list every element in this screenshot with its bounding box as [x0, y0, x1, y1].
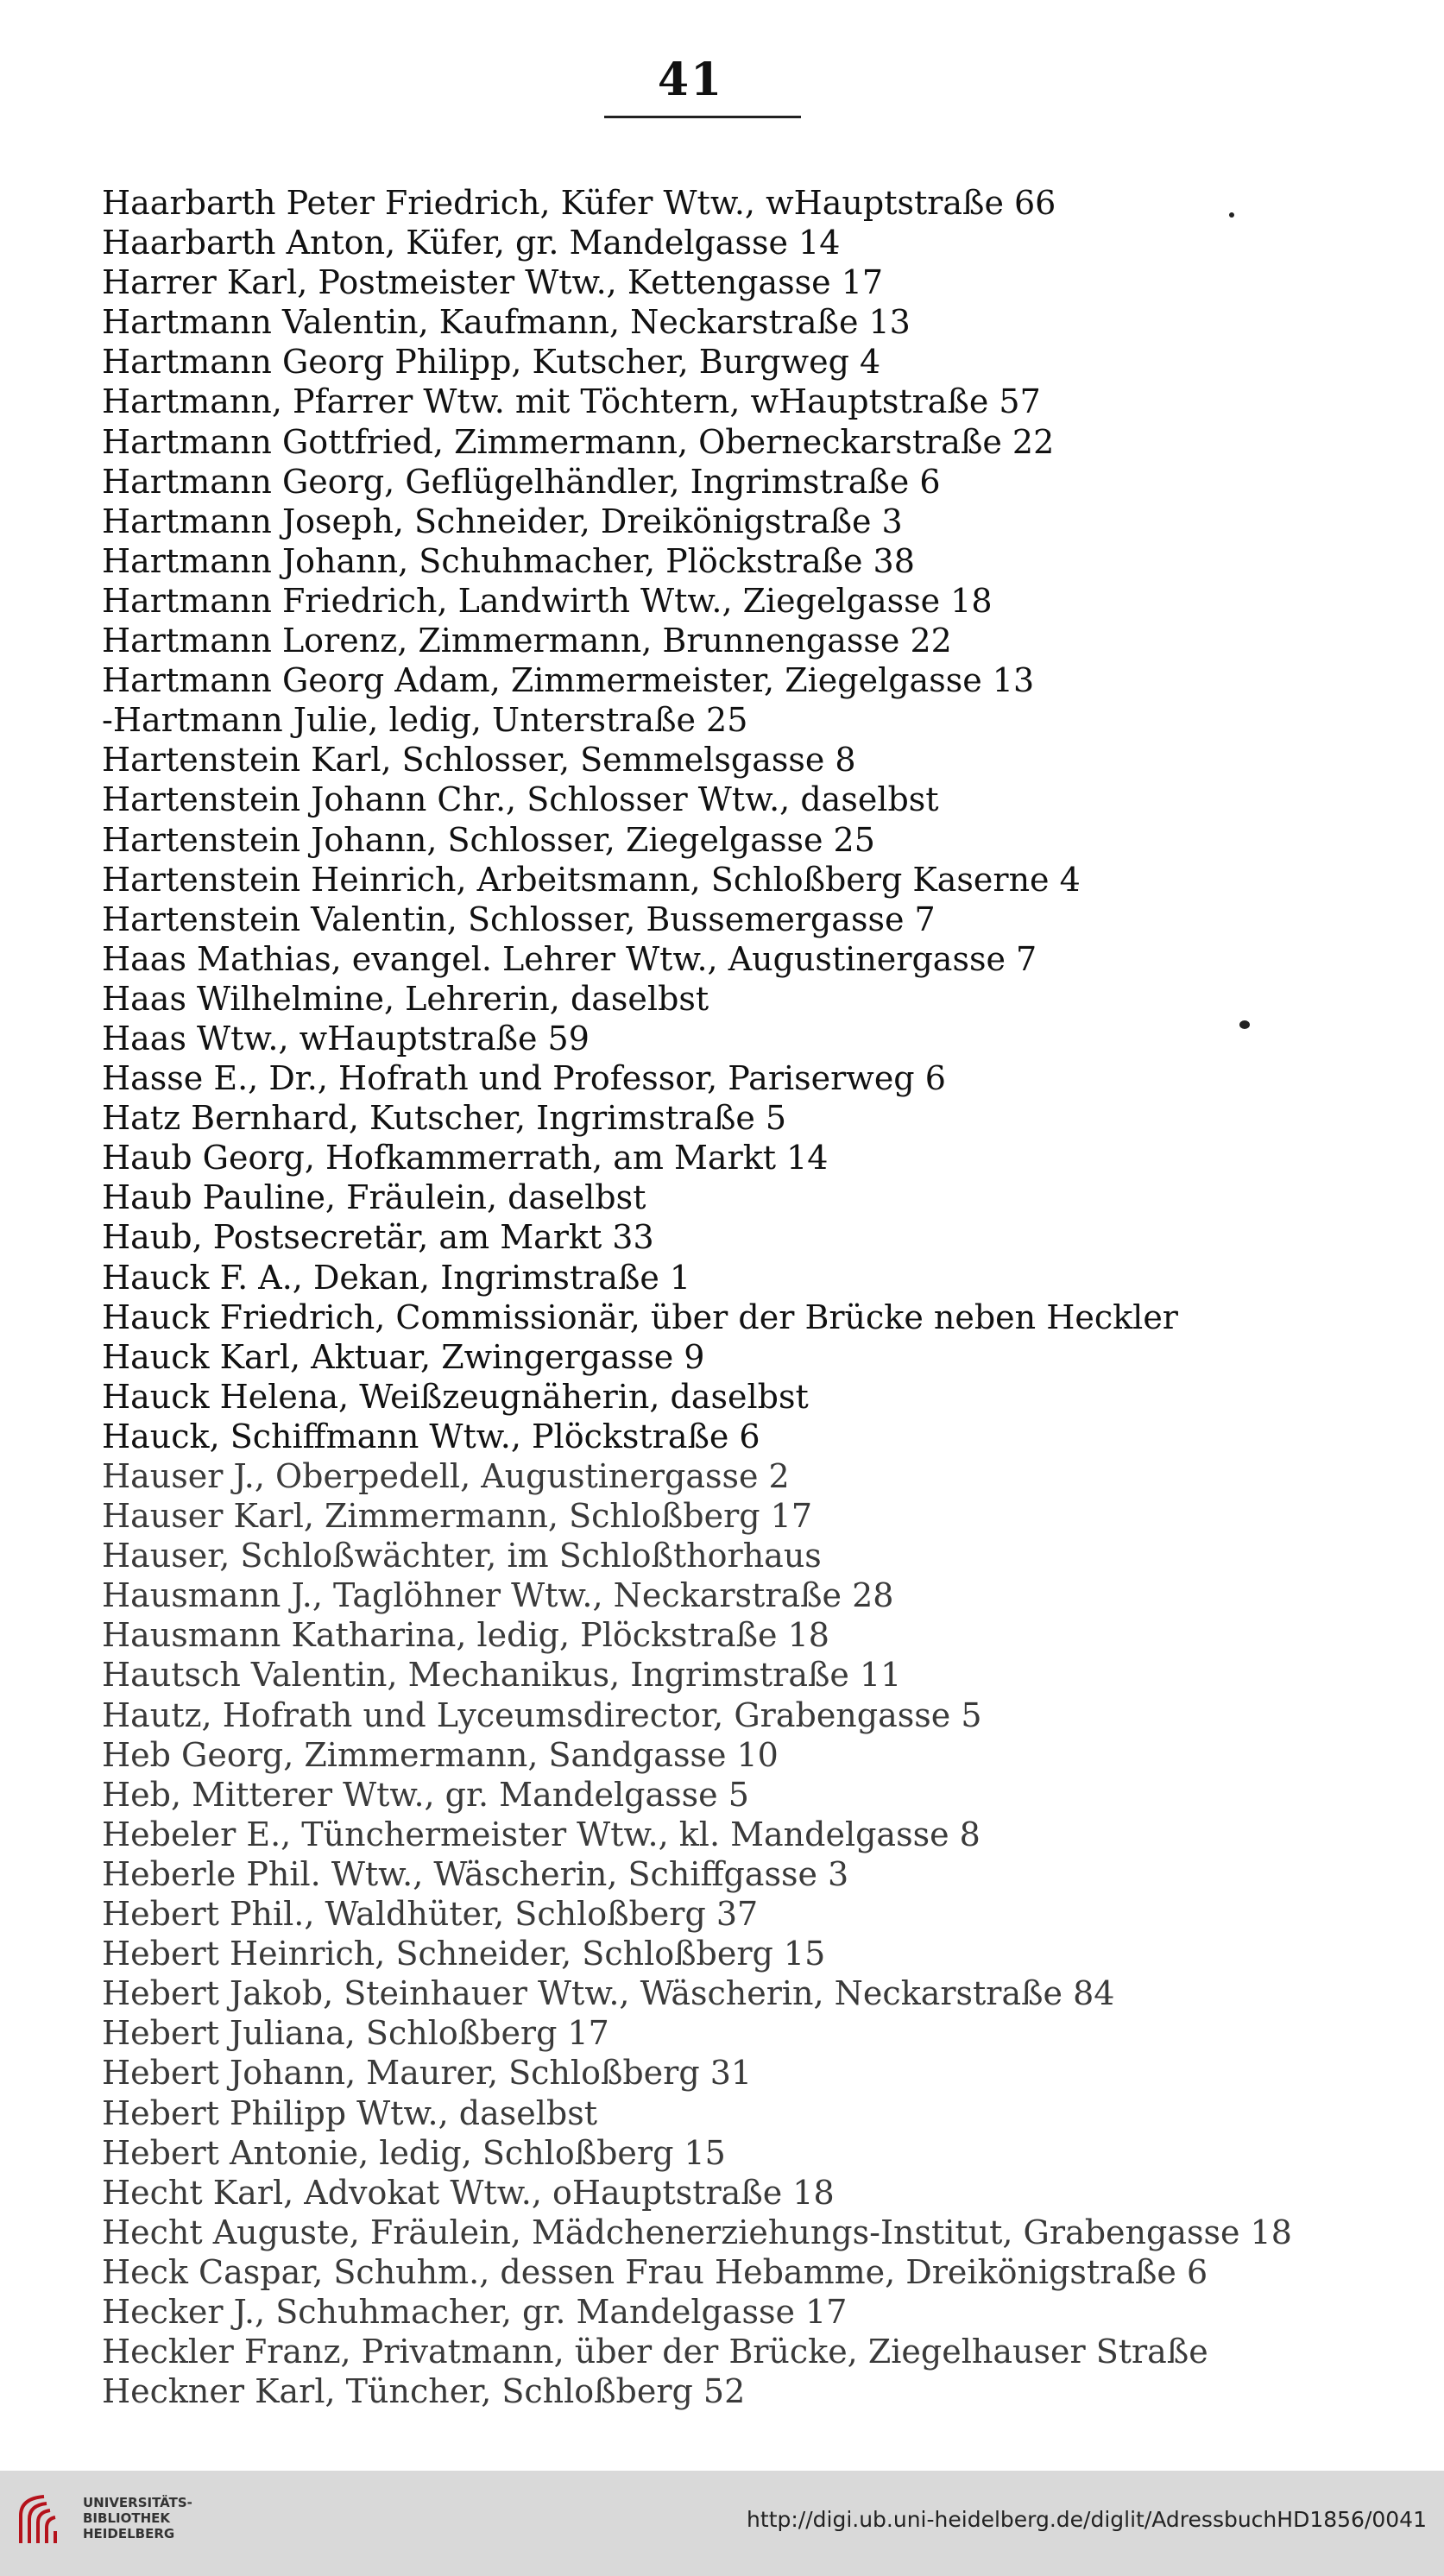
directory-entry: Haas Wilhelmine, Lehrerin, daselbst [102, 979, 709, 1018]
directory-entry: Hartmann Lorenz, Zimmermann, Brunnengasse 22 [102, 622, 952, 660]
directory-entry: Hartmann Gottfried, Zimmermann, Oberneckarstraße 22 [102, 422, 1055, 461]
directory-entry: Hebeler E., Tünchermeister Wtw., kl. Mandelgasse 8 [102, 1815, 981, 1853]
directory-entry: Hartenstein Valentin, Schlosser, Bussemergasse 7 [102, 900, 936, 938]
library-logo-icon[interactable] [14, 2490, 74, 2550]
directory-entry: Heb Georg, Zimmermann, Sandgasse 10 [102, 1735, 779, 1774]
directory-entry: Hautz, Hofrath und Lyceumsdirector, Grabengasse 5 [102, 1695, 982, 1734]
directory-entry: Hauck Helena, Weißzeugnäherin, daselbst [102, 1377, 809, 1416]
directory-entry: Haarbarth Peter Friedrich, Küfer Wtw., wHauptstraße 66 [102, 184, 1056, 222]
directory-entry: Hebert Juliana, Schloßberg 17 [102, 2014, 609, 2053]
directory-entry: Haas Mathias, evangel. Lehrer Wtw., Augustinergasse 7 [102, 939, 1037, 978]
directory-entry: Harrer Karl, Postmeister Wtw., Kettengasse 17 [102, 263, 884, 302]
directory-entry: Hautsch Valentin, Mechanikus, Ingrimstraße 11 [102, 1656, 902, 1695]
directory-entry: Hauck Friedrich, Commissionär, über der Brücke neben Heckler [102, 1297, 1178, 1336]
directory-entry: Hebert Heinrich, Schneider, Schloßberg 15 [102, 1935, 826, 1973]
library-name-line: UNIVERSITÄTS- [83, 2495, 192, 2510]
directory-entry: Hecker J., Schuhmacher, gr. Mandelgasse 17 [102, 2292, 848, 2331]
directory-entry: Hausmann J., Taglöhner Wtw., Neckarstraße 28 [102, 1576, 894, 1615]
directory-entry: Hartenstein Karl, Schlosser, Semmelsgasse 8 [102, 741, 856, 780]
directory-entry: Hartmann Georg Philipp, Kutscher, Burgweg 4 [102, 343, 881, 382]
directory-entry: Haub Pauline, Fräulein, daselbst [102, 1178, 646, 1217]
directory-entry: Hasse E., Dr., Hofrath und Professor, Pariserweg 6 [102, 1059, 946, 1098]
footer-bar [0, 2471, 1444, 2576]
directory-entry: Hausmann Katharina, ledig, Plöckstraße 18 [102, 1616, 829, 1655]
directory-entry: Hauser, Schloßwächter, im Schloßthorhaus [102, 1537, 822, 1575]
directory-entry: Haarbarth Anton, Küfer, gr. Mandelgasse 14 [102, 224, 841, 262]
directory-entry: Hartenstein Johann Chr., Schlosser Wtw., daselbst [102, 780, 939, 819]
directory-entry: Hebert Johann, Maurer, Schloßberg 31 [102, 2054, 753, 2093]
library-name-line: HEIDELBERG [83, 2526, 175, 2541]
directory-entry: Hauser Karl, Zimmermann, Schloßberg 17 [102, 1497, 813, 1536]
directory-entry: Hartenstein Johann, Schlosser, Ziegelgasse 25 [102, 820, 875, 859]
directory-entry: Hartmann Johann, Schuhmacher, Plöckstraße 38 [102, 541, 915, 580]
directory-entry: Hebert Antonie, ledig, Schloßberg 15 [102, 2133, 726, 2172]
page-number: 41 [657, 54, 724, 106]
directory-entry: Hauck, Schiffmann Wtw., Plöckstraße 6 [102, 1417, 760, 1455]
directory-entry: Hauser J., Oberpedell, Augustinergasse 2 [102, 1457, 790, 1495]
directory-entry: Hebert Phil., Waldhüter, Schloßberg 37 [102, 1895, 759, 1934]
directory-entry: Haas Wtw., wHauptstraße 59 [102, 1019, 590, 1058]
directory-entry: Hatz Bernhard, Kutscher, Ingrimstraße 5 [102, 1099, 787, 1138]
directory-entry: -Hartmann Julie, ledig, Unterstraße 25 [102, 701, 748, 740]
directory-entry: Hartmann Georg Adam, Zimmermeister, Ziegelgasse 13 [102, 661, 1035, 700]
directory-entry: Haub Georg, Hofkammerrath, am Markt 14 [102, 1139, 829, 1178]
directory-entry: Hecht Karl, Advokat Wtw., oHauptstraße 18 [102, 2173, 835, 2212]
directory-entry: Haub, Postsecretär, am Markt 33 [102, 1218, 654, 1257]
directory-entry: Hebert Jakob, Steinhauer Wtw., Wäscherin, Neckarstraße 84 [102, 1974, 1115, 2013]
directory-entry: Hartenstein Heinrich, Arbeitsmann, Schloßberg Kaserne 4 [102, 860, 1081, 899]
directory-entry: Hecht Auguste, Fräulein, Mädchenerziehungs-Institut, Grabengasse 18 [102, 2213, 1292, 2251]
directory-entry: Heckner Karl, Tüncher, Schloßberg 52 [102, 2372, 746, 2411]
directory-entry: Hartmann Georg, Geflügelhändler, Ingrimstraße 6 [102, 462, 941, 501]
directory-entries [102, 183, 1379, 2411]
page-number-rule [604, 116, 801, 118]
directory-entry: Hartmann Valentin, Kaufmann, Neckarstraße 13 [102, 303, 911, 342]
directory-entry: Heb, Mitterer Wtw., gr. Mandelgasse 5 [102, 1775, 749, 1814]
permalink-url[interactable]: http://digi.ub.uni-heidelberg.de/diglit/AdressbuchHD1856/0041 [747, 2507, 1427, 2532]
library-name [83, 2495, 192, 2541]
directory-entry: Hartmann Friedrich, Landwirth Wtw., Ziegelgasse 18 [102, 581, 993, 620]
directory-entry: Heckler Franz, Privatmann, über der Brücke, Ziegelhauser Straße [102, 2333, 1208, 2371]
library-name-line: BIBLIOTHEK [83, 2510, 170, 2526]
directory-entry: Heberle Phil. Wtw., Wäscherin, Schiffgasse 3 [102, 1854, 849, 1893]
directory-entry: Hauck F. A., Dekan, Ingrimstraße 1 [102, 1258, 691, 1297]
directory-entry: Hebert Philipp Wtw., daselbst [102, 2093, 597, 2132]
directory-entry: Hartmann Joseph, Schneider, Dreikönigstraße 3 [102, 502, 903, 540]
directory-entry: Hauck Karl, Aktuar, Zwingergasse 9 [102, 1337, 705, 1376]
directory-entry: Heck Caspar, Schuhm., dessen Frau Hebamme, Dreikönigstraße 6 [102, 2252, 1208, 2291]
directory-entry: Hartmann, Pfarrer Wtw. mit Töchtern, wHauptstraße 57 [102, 382, 1041, 421]
